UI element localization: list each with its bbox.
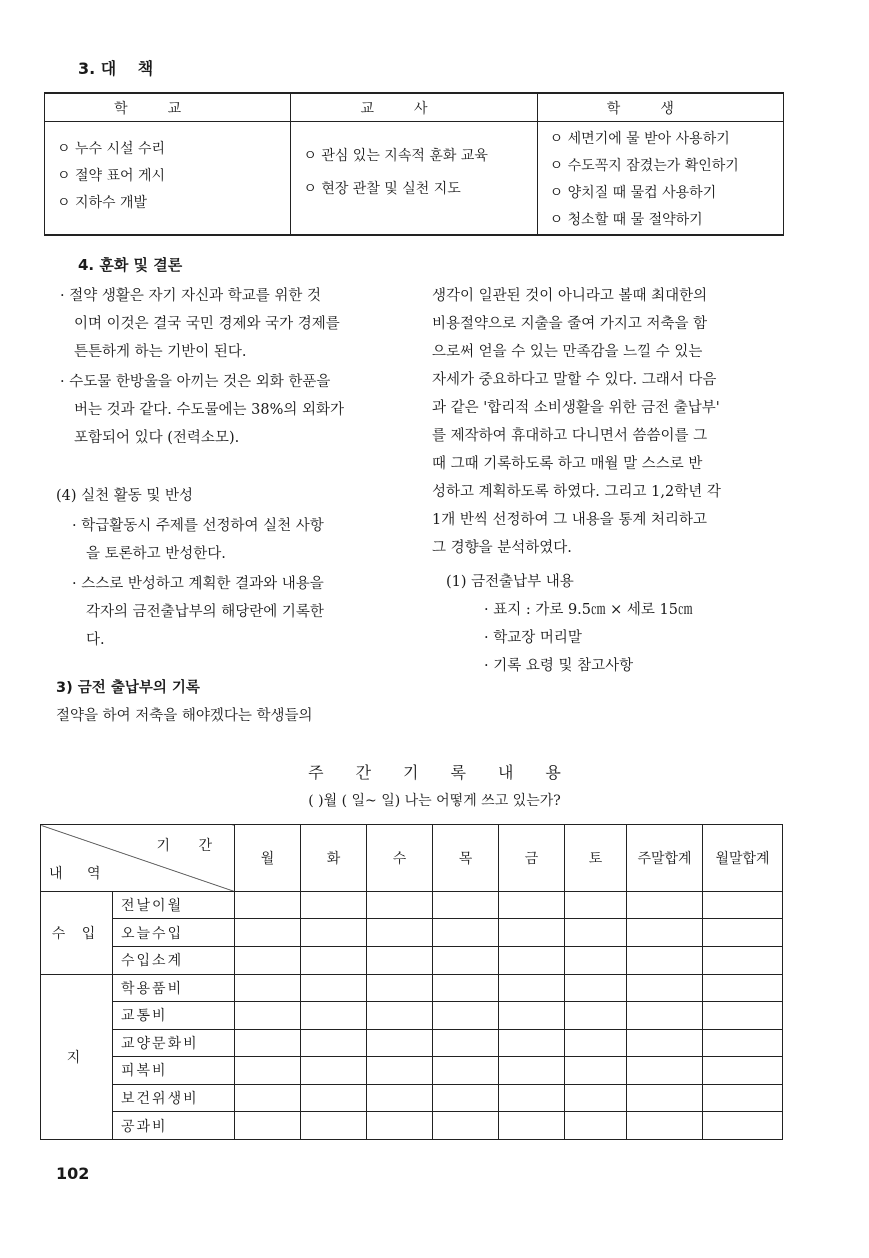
monthly-total-header: 월말합계 — [703, 825, 783, 892]
weekly-title: 주 간 기 록 내 용 — [308, 763, 561, 782]
row-label: 수입소계 — [113, 946, 235, 974]
ledger-first-line: 절약을 하여 저축을 해야겠다는 학생들의 — [56, 708, 313, 724]
text-line: 1개 반씩 선정하여 그 내용을 통계 처리하고 — [432, 512, 707, 528]
measures-table — [44, 92, 784, 236]
text-line: 튼튼하게 하는 기반이 된다. — [74, 344, 247, 360]
income-category: 수 입 — [41, 891, 113, 974]
row-label: 보건위생비 — [113, 1084, 235, 1112]
day-header: 목 — [433, 825, 499, 892]
weekly-total-header: 주말합계 — [627, 825, 703, 892]
text-line: · 절약 생활은 자기 자신과 학교를 위한 것 — [60, 288, 321, 304]
ledger-right-column — [432, 282, 721, 562]
practice-heading: (4) 실천 활동 및 반성 — [56, 488, 194, 504]
day-header: 금 — [499, 825, 565, 892]
row-label: 오늘수입 — [113, 919, 235, 947]
weekly-subtitle: ( )월 ( 일~ 일) 나는 어떻게 쓰고 있는가? — [308, 793, 561, 809]
section3-heading: 3. 대 책 — [78, 59, 154, 78]
text-line: 자세가 중요하다고 말할 수 있다. 그래서 다음 — [432, 372, 717, 388]
day-header: 수 — [367, 825, 433, 892]
ledger-sub-heading: (1) 금전출납부 내용 — [446, 574, 574, 590]
text-line: 그 경향을 분석하였다. — [432, 540, 572, 556]
school-item: ㅇ 누수 시설 수리 — [57, 136, 280, 163]
text-line: · 학교장 머리말 — [484, 630, 582, 646]
row-label: 전날이월 — [113, 891, 235, 919]
text-line: 포함되어 있다 (전력소모). — [74, 430, 240, 446]
weekly-record-table — [40, 824, 783, 1140]
ledger-heading: 3) 금전 출납부의 기록 — [56, 680, 200, 696]
school-item: ㅇ 절약 표어 게시 — [57, 163, 280, 190]
text-line: 각자의 금전출납부의 해당란에 기록한 — [86, 604, 324, 620]
expense-category: 지 — [41, 974, 113, 1140]
text-line: 을 토론하고 반성한다. — [86, 546, 226, 562]
section4-heading: 4. 훈화 및 결론 — [78, 256, 183, 274]
section4-bullet — [60, 368, 344, 452]
day-header: 화 — [301, 825, 367, 892]
practice-item — [72, 570, 324, 654]
text-line: 생각이 일관된 것이 아니라고 볼때 최대한의 — [432, 288, 708, 304]
student-item: ㅇ 청소할 때 물 절약하기 — [550, 207, 773, 234]
text-line: · 수도물 한방울을 아끼는 것은 외화 한푼을 — [60, 374, 331, 390]
day-header: 월 — [235, 825, 301, 892]
text-line: 으로써 얻을 수 있는 만족감을 느낄 수 있는 — [432, 344, 703, 360]
text-line: 과 같은 '합리적 소비생활을 위한 금전 출납부' — [432, 400, 720, 416]
text-line: · 기록 요령 및 참고사항 — [484, 658, 634, 674]
ledger-sub-items — [484, 596, 692, 680]
text-line: · 표지 : 가로 9.5㎝ × 세로 15㎝ — [484, 602, 693, 618]
text-line: 때 그때 기록하도록 하고 매월 말 스스로 반 — [432, 456, 703, 472]
practice-item — [72, 512, 324, 568]
measures-col-teacher: 교사 — [291, 93, 537, 122]
text-line: · 스스로 반성하고 계획한 결과와 내용을 — [72, 576, 324, 592]
text-line: 버는 것과 같다. 수도물에는 38%의 외화가 — [74, 402, 344, 418]
teacher-item: ㅇ 현장 관찰 및 실천 지도 — [303, 176, 526, 203]
measures-col-student: 학생 — [537, 93, 783, 122]
student-item: ㅇ 양치질 때 물컵 사용하기 — [550, 180, 773, 207]
text-line: 를 제작하여 휴대하고 다니면서 씀씀이를 그 — [432, 428, 708, 444]
school-measures-cell — [45, 122, 291, 236]
header-period: 기 간 — [156, 838, 224, 854]
text-line: 비용절약으로 지출을 줄여 가지고 저축을 함 — [432, 316, 708, 332]
day-header: 토 — [565, 825, 627, 892]
row-label: 교양문화비 — [113, 1029, 235, 1057]
row-label: 공과비 — [113, 1112, 235, 1140]
teacher-measures-cell — [291, 122, 537, 236]
teacher-item: ㅇ 관심 있는 지속적 훈화 교육 — [303, 136, 526, 176]
measures-col-school: 학교 — [45, 93, 291, 122]
text-line: 성하고 계획하도록 하였다. 그리고 1,2학년 각 — [432, 484, 721, 500]
period-item-header — [41, 825, 235, 892]
header-item: 내 역 — [49, 865, 111, 882]
row-label: 교통비 — [113, 1002, 235, 1030]
text-line: · 학급활동시 주제를 선정하여 실천 사항 — [72, 518, 324, 534]
student-item: ㅇ 수도꼭지 잠겼는가 확인하기 — [550, 153, 773, 180]
section4-bullet — [60, 282, 340, 366]
text-line: 다. — [86, 632, 105, 648]
student-item: ㅇ 세면기에 물 받아 사용하기 — [550, 126, 773, 153]
row-label: 학용품비 — [113, 974, 235, 1002]
page-number: 102 — [56, 1164, 90, 1183]
row-label: 피복비 — [113, 1057, 235, 1085]
student-measures-cell — [537, 122, 783, 236]
school-item: ㅇ 지하수 개발 — [57, 190, 280, 217]
text-line: 이며 이것은 결국 국민 경제와 국가 경제를 — [74, 316, 340, 332]
